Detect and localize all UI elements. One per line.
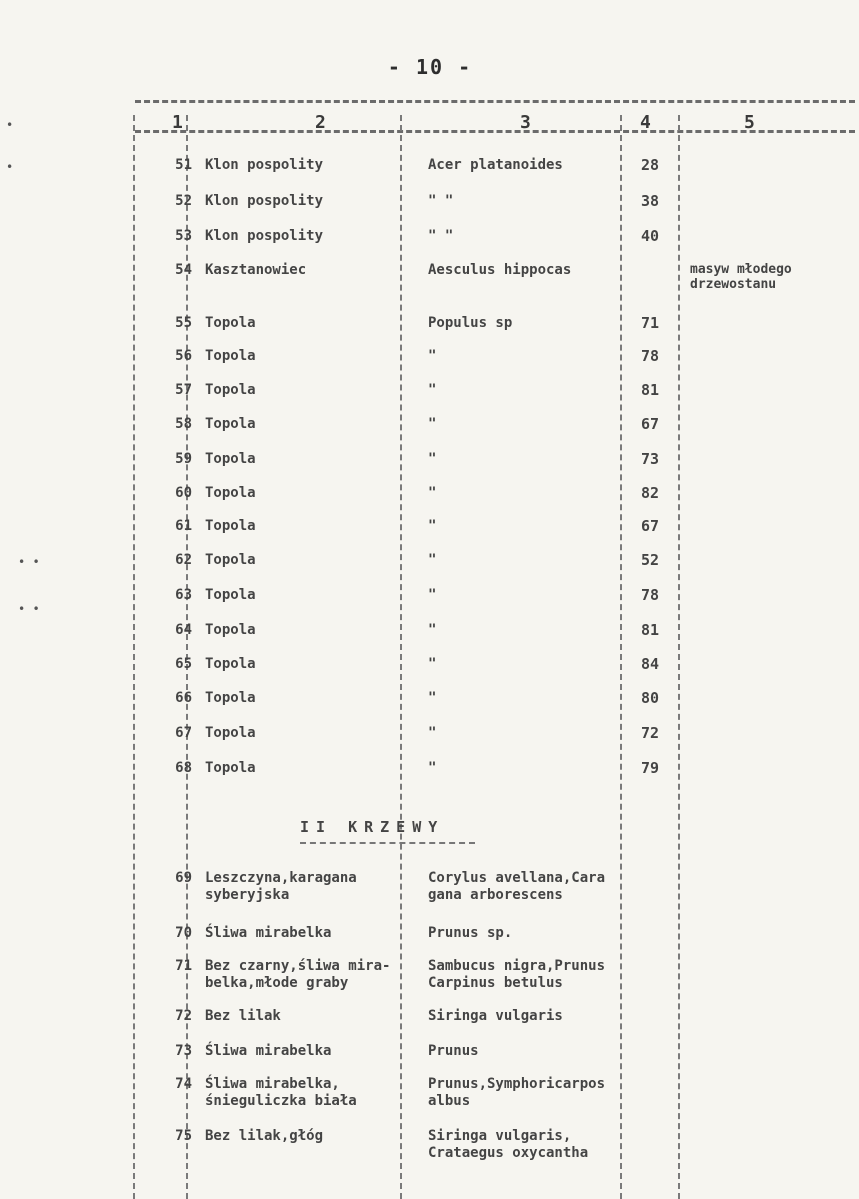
polish-name-line: Śliwa mirabelka, [205,1076,340,1092]
polish-name-line: Topola [205,656,256,672]
header-col-2: 2 [315,112,326,133]
table-top-border [135,100,855,103]
polish-name-line: Topola [205,485,256,501]
section-title: II KRZEWY [300,818,445,836]
circumference-value: 67 [640,517,660,535]
header-col-1: 1 [172,112,183,133]
latin-name-line: Aesculus hippocas [428,262,572,278]
latin-name-line: Acer platanoides [428,157,563,173]
latin-name-line: Populus sp [428,315,513,331]
polish-name [205,925,331,942]
latin-name [428,193,453,210]
row-number: 61 [175,518,192,534]
polish-name-line: Kasztanowiec [205,262,307,278]
latin-name [428,587,436,604]
latin-name [428,925,512,942]
latin-name [428,348,436,365]
column-divider [678,115,680,1199]
latin-name-line: Prunus,Symphoricarpos [428,1076,606,1092]
latin-name-line: albus [428,1093,471,1109]
latin-name-line: " [428,485,437,501]
polish-name-line: Topola [205,416,256,432]
polish-name-line: Klon pospolity [205,193,324,209]
latin-name [428,262,571,279]
row-number: 67 [175,725,192,741]
row-number: 62 [175,552,192,568]
polish-name [205,262,306,279]
circumference-value: 73 [640,450,660,468]
latin-name-line: " [428,587,437,603]
polish-name [205,552,256,569]
latin-name [428,622,436,639]
row-number: 72 [175,1008,192,1024]
row-number: 63 [175,587,192,603]
margin-mark: • [6,160,14,174]
row-number: 64 [175,622,192,638]
column-divider [400,115,402,1199]
latin-name-line: " [428,622,437,638]
latin-name [428,416,436,433]
row-number: 73 [175,1043,192,1059]
latin-name-line: Corylus avellana,Cara [428,870,606,886]
circumference-value: 80 [640,689,660,707]
polish-name [205,656,256,673]
latin-name [428,1043,479,1060]
row-number: 71 [175,958,192,974]
row-number: 75 [175,1128,192,1144]
latin-name [428,760,436,777]
polish-name [205,622,256,639]
circumference-value: 67 [640,415,660,433]
margin-mark: • • [18,555,40,569]
circumference-value: 81 [640,381,660,399]
latin-name-line: " [428,725,437,741]
polish-name [205,958,390,992]
row-number: 56 [175,348,192,364]
latin-name-line: " [428,451,437,467]
column-divider [133,115,135,1199]
remark-line: drzewostanu [690,277,777,292]
polish-name [205,1128,323,1145]
latin-name [428,552,436,569]
polish-name-line: belka,młode graby [205,975,349,991]
row-number: 54 [175,262,192,278]
row-number: 66 [175,690,192,706]
polish-name-line: Topola [205,690,256,706]
latin-name-line: " [428,382,437,398]
latin-name-line: Prunus [428,1043,479,1059]
circumference-value: 82 [640,484,660,502]
latin-name-line: Siringa vulgaris [428,1008,563,1024]
polish-name-line: Topola [205,725,256,741]
row-number: 65 [175,656,192,672]
page-number: - 10 - [387,55,473,79]
header-col-4: 4 [640,112,651,133]
latin-name [428,870,605,904]
polish-name [205,870,357,904]
row-number: 70 [175,925,192,941]
polish-name-line: Topola [205,552,256,568]
polish-name [205,587,256,604]
circumference-value: 71 [640,314,660,332]
latin-name [428,1008,563,1025]
polish-name [205,1043,331,1060]
circumference-value: 38 [640,192,660,210]
polish-name [205,157,323,174]
polish-name-line: Śliwa mirabelka [205,1043,332,1059]
polish-name-line: Bez lilak,głóg [205,1128,324,1144]
row-number: 59 [175,451,192,467]
latin-name-line: " " [428,193,454,209]
latin-name-line: " [428,690,437,706]
latin-name-line: " [428,416,437,432]
latin-name-line: " [428,518,437,534]
row-number: 51 [175,157,192,173]
circumference-value: 78 [640,586,660,604]
header-col-3: 3 [520,112,531,133]
polish-name-line: Klon pospolity [205,157,324,173]
polish-name-line: Topola [205,451,256,467]
latin-name-line: " " [428,228,454,244]
latin-name-line: Sambucus nigra,Prunus [428,958,606,974]
polish-name [205,760,256,777]
latin-name [428,1128,588,1162]
row-number: 60 [175,485,192,501]
polish-name [205,518,256,535]
margin-mark: • • [18,602,40,616]
column-divider [620,115,622,1199]
latin-name-line: Siringa vulgaris, [428,1128,572,1144]
latin-name [428,656,436,673]
polish-name-line: Klon pospolity [205,228,324,244]
polish-name [205,1008,281,1025]
header-col-5: 5 [744,112,755,133]
polish-name [205,485,256,502]
polish-name [205,416,256,433]
latin-name-line: " [428,552,437,568]
polish-name-line: śnieguliczka biała [205,1093,357,1109]
latin-name [428,958,605,992]
row-number: 68 [175,760,192,776]
polish-name-line: Bez lilak [205,1008,281,1024]
polish-name [205,193,323,210]
polish-name-line: Topola [205,518,256,534]
polish-name [205,382,256,399]
latin-name-line: Crataegus oxycantha [428,1145,589,1161]
polish-name-line: Śliwa mirabelka [205,925,332,941]
polish-name-line: Bez czarny,śliwa mira- [205,958,391,974]
polish-name [205,1076,357,1110]
circumference-value: 52 [640,551,660,569]
row-number: 53 [175,228,192,244]
latin-name [428,485,436,502]
polish-name-line: Topola [205,382,256,398]
polish-name [205,690,256,707]
circumference-value: 78 [640,347,660,365]
latin-name [428,725,436,742]
latin-name [428,157,563,174]
latin-name-line: " [428,348,437,364]
latin-name-line: " [428,760,437,776]
circumference-value: 72 [640,724,660,742]
section-underline [300,842,475,844]
circumference-value: 81 [640,621,660,639]
circumference-value: 28 [640,156,660,174]
polish-name-line: Topola [205,622,256,638]
polish-name [205,315,256,332]
row-number: 57 [175,382,192,398]
latin-name [428,315,512,332]
latin-name [428,228,453,245]
polish-name-line: Topola [205,348,256,364]
polish-name-line: Topola [205,760,256,776]
polish-name-line: Topola [205,315,256,331]
polish-name-line: syberyjska [205,887,290,903]
latin-name [428,1076,605,1110]
polish-name [205,228,323,245]
row-number: 52 [175,193,192,209]
remark [690,262,792,292]
row-number: 55 [175,315,192,331]
latin-name-line: " [428,656,437,672]
circumference-value: 79 [640,759,660,777]
polish-name-line: Leszczyna,karagana [205,870,357,886]
polish-name-line: Topola [205,587,256,603]
row-number: 74 [175,1076,192,1092]
latin-name [428,451,436,468]
polish-name [205,348,256,365]
margin-mark: • [6,118,14,132]
circumference-value: 40 [640,227,660,245]
latin-name [428,382,436,399]
polish-name [205,451,256,468]
polish-name [205,725,256,742]
circumference-value: 84 [640,655,660,673]
latin-name [428,518,436,535]
latin-name-line: Carpinus betulus [428,975,563,991]
latin-name-line: gana arborescens [428,887,563,903]
latin-name [428,690,436,707]
latin-name-line: Prunus sp. [428,925,513,941]
row-number: 58 [175,416,192,432]
remark-line: masyw młodego [690,262,792,277]
row-number: 69 [175,870,192,886]
